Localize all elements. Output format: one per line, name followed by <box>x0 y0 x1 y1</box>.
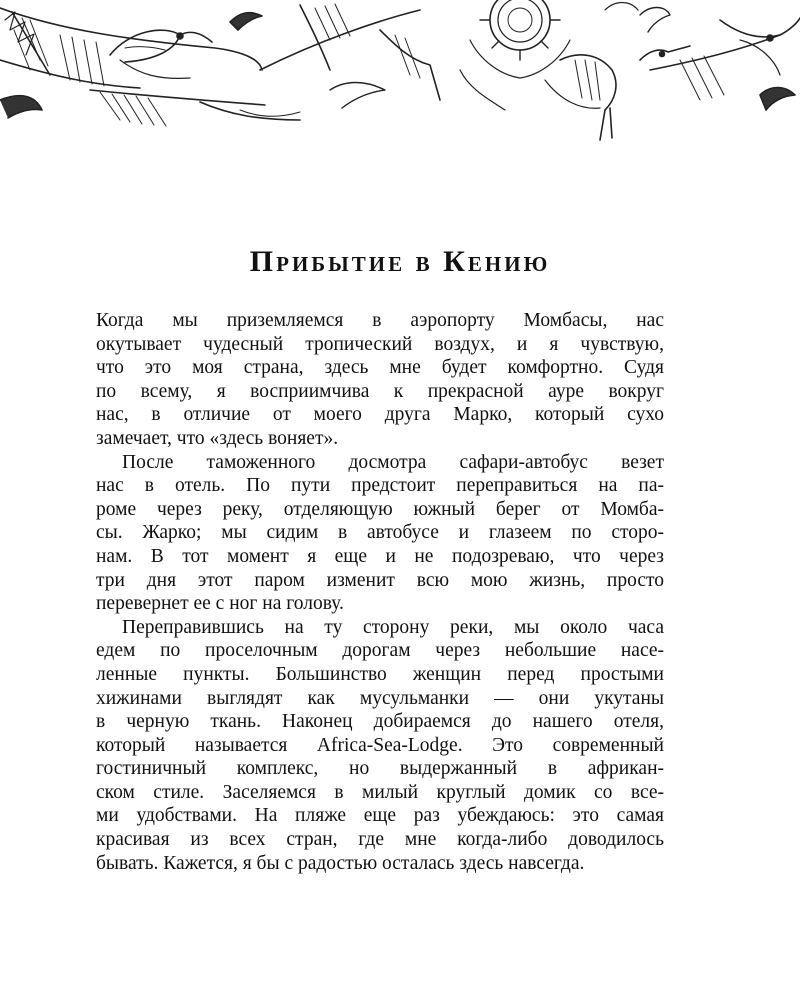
text-line: окутывает чудесный тропический воздух, и я чувствую, <box>96 333 664 355</box>
text-line: что это моя страна, здесь мне будет комфортно. Судя <box>96 357 664 379</box>
paragraph <box>96 616 664 876</box>
text-line: который называется Africa-Sea-Lodge. Это современный <box>96 734 664 756</box>
text-line: едем по проселочным дорогам через небольшие насе- <box>96 640 664 662</box>
text-line: замечает, что «здесь воняет». <box>96 427 339 449</box>
text-line: Когда мы приземляемся в аэропорту Момбасы, нас <box>96 310 664 331</box>
text-line: нам. В тот момент я еще и не подозреваю, что через <box>96 545 664 567</box>
left-banner-ornament <box>0 8 262 88</box>
text-line: бывать. Кажется, я бы с радостью осталась здесь навсегда. <box>96 852 585 874</box>
text-line: После таможенного досмотра сафари-автобус везет <box>122 451 664 473</box>
text-line: в черную ткань. Наконец добираемся до нашего отеля, <box>96 711 664 733</box>
text-line: роме через реку, отделяющую южный берег от Момба- <box>96 498 664 520</box>
body-text <box>96 309 664 875</box>
text-line: нас в отель. По пути предстоит переправиться на па- <box>96 475 664 497</box>
heron-ornament <box>560 46 690 140</box>
text-line: хижинами выглядят как мусульманки — они укутаны <box>96 687 664 709</box>
text-line: перевернет ее с ног на голову. <box>96 593 344 615</box>
text-line: ленные пункты. Большинство женщин перед простыми <box>96 663 664 685</box>
paragraph <box>96 451 664 616</box>
chapter-title: Прибытие в Кению <box>249 245 551 279</box>
text-line: нас, в отличие от моего друга Марко, который сухо <box>96 404 664 426</box>
text-line: Переправившись на ту сторону реки, мы около часа <box>122 616 664 638</box>
text-line: ми удобствами. На пляже еще раз убеждаюсь: это самая <box>96 805 664 827</box>
lower-left-banner-ornament <box>0 83 385 127</box>
header-illustration <box>0 0 800 150</box>
center-banner-ornament <box>260 4 440 100</box>
text-line: три дня этот паром изменит всю мою жизнь, просто <box>96 569 664 591</box>
paragraph <box>96 309 664 451</box>
small-bird-ornament <box>230 13 262 30</box>
text-line: сы. Жарко; мы сидим в автобусе и глазеем по сторо- <box>96 522 664 544</box>
text-line: ском стиле. Заселяемся в милый круглый домик со все- <box>96 781 664 803</box>
text-line: гостиничный комплекс, но выдержанный в африкан- <box>96 758 664 780</box>
text-line: красивая из всех стран, где мне когда-либо доводилось <box>96 829 664 851</box>
right-banner-ornament <box>605 3 800 111</box>
text-line: по всему, я восприимчива к прекрасной ауре вокруг <box>96 380 664 402</box>
